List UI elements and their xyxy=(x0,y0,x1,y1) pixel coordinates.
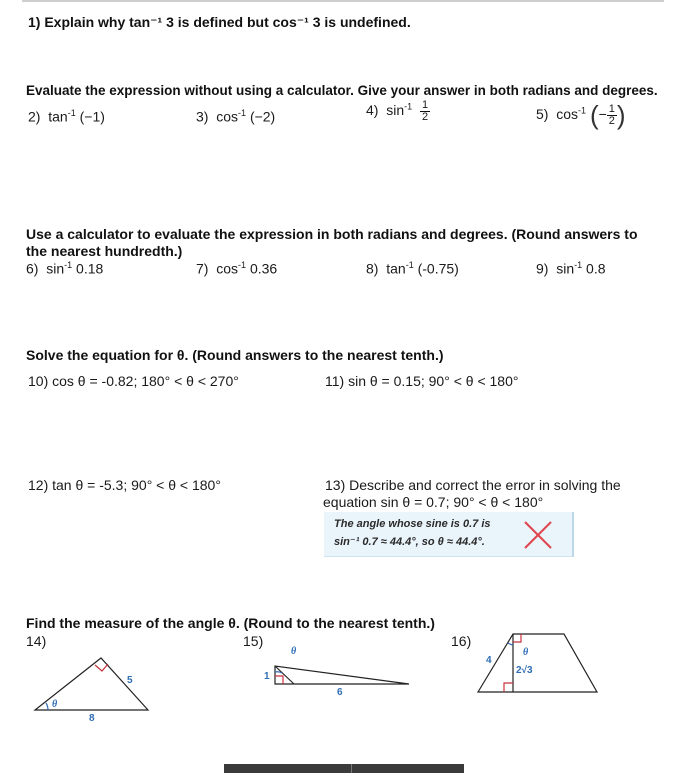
question-8 xyxy=(366,260,459,277)
question-11: 11) sin θ = 0.15; 90° < θ < 180° xyxy=(325,373,519,389)
q6-arg: 0.18 xyxy=(76,260,104,277)
section3-instruction: Solve the equation for θ. (Round answers to the nearest tenth.) xyxy=(26,347,444,363)
q7-number: 7) xyxy=(196,260,209,277)
q3-arg: (−2) xyxy=(249,108,276,125)
q2-number: 2) xyxy=(28,108,41,125)
q5-fraction xyxy=(607,104,617,127)
q16-theta: θ xyxy=(523,647,529,658)
q4-frac-den: 2 xyxy=(421,111,429,123)
q5-func: cos xyxy=(556,106,579,123)
q9-sup: -1 xyxy=(574,260,583,270)
q7-arg: 0.36 xyxy=(249,260,278,277)
question-1: 1) Explain why tan⁻¹ 3 is defined but cos⁻¹ 3 is undefined. xyxy=(28,14,411,30)
q4-fraction xyxy=(420,100,430,123)
q5-frac-num: 1 xyxy=(608,103,615,115)
q5-number: 5) xyxy=(536,106,549,123)
q3-sup: -1 xyxy=(238,108,247,118)
q2-sup: -1 xyxy=(67,108,76,118)
q14-base-label: 8 xyxy=(89,713,95,724)
q14-theta: θ xyxy=(52,699,58,710)
q3-func: cos xyxy=(216,108,239,125)
q9-func: sin xyxy=(556,260,575,277)
error-text-line2: sin⁻¹ 0.7 ≈ 44.4°, so θ ≈ 44.4°. xyxy=(334,536,485,548)
q2-func: tan xyxy=(48,108,68,125)
section1-instruction: Evaluate the expression without using a calculator. Give your answer in both radians and degrees. xyxy=(26,83,658,98)
question-4 xyxy=(366,100,430,123)
q16-number: 16) xyxy=(451,633,472,649)
question-6 xyxy=(26,260,103,277)
bottom-toolbar xyxy=(224,764,464,773)
q6-func: sin xyxy=(46,260,65,277)
error-x-icon xyxy=(522,519,554,551)
error-example-box xyxy=(324,512,574,557)
q6-number: 6) xyxy=(26,260,39,277)
figure-15-triangle xyxy=(260,642,420,698)
q8-arg: (-0.75) xyxy=(417,260,459,277)
question-2 xyxy=(28,108,105,125)
question-3 xyxy=(196,108,275,125)
q9-number: 9) xyxy=(536,260,549,277)
q15-vertical-label: 1 xyxy=(264,671,270,682)
q14-side-label: 5 xyxy=(127,675,133,686)
q15-base-label: 6 xyxy=(337,687,343,698)
q5-sign: − xyxy=(598,106,607,123)
q4-func: sin xyxy=(386,102,405,119)
q6-sup: -1 xyxy=(64,260,73,270)
q15-theta: θ xyxy=(291,646,297,657)
q7-func: cos xyxy=(216,260,239,277)
question-9 xyxy=(536,260,606,277)
question-13-line2: equation sin θ = 0.7; 90° < θ < 180° xyxy=(323,494,544,510)
q4-frac-num: 1 xyxy=(421,99,429,111)
q3-number: 3) xyxy=(196,108,209,125)
q14-number: 14) xyxy=(26,633,47,649)
figure-16-trapezoid xyxy=(476,628,600,696)
q15-number: 15) xyxy=(243,633,264,649)
top-divider xyxy=(22,0,664,2)
q8-func: tan xyxy=(386,260,406,277)
q8-number: 8) xyxy=(366,260,379,277)
question-7 xyxy=(196,260,277,277)
question-12: 12) tan θ = -5.3; 90° < θ < 180° xyxy=(28,477,221,493)
question-13-line1: 13) Describe and correct the error in solving the xyxy=(325,477,621,493)
section2-instruction-line2: the nearest hundredth.) xyxy=(26,243,183,259)
q2-arg: (−1) xyxy=(79,108,105,125)
q7-sup: -1 xyxy=(238,260,247,270)
question-10: 10) cos θ = -0.82; 180° < θ < 270° xyxy=(28,373,239,389)
q16-height-label: 2√3 xyxy=(516,665,533,676)
q9-arg: 0.8 xyxy=(586,260,606,277)
q5-sup: -1 xyxy=(578,105,587,116)
figure-14-triangle xyxy=(30,650,160,725)
section2-instruction-line1: Use a calculator to evaluate the expression in both radians and degrees. (Round answers to xyxy=(26,226,638,242)
error-text-line1: The angle whose sine is 0.7 is xyxy=(334,518,491,530)
q16-slant-label: 4 xyxy=(486,655,492,666)
q4-number: 4) xyxy=(366,102,379,119)
q4-sup: -1 xyxy=(404,101,413,112)
question-5: 5) $\cos^{-1}$ (− $\frac{1}{2}$ ) xyxy=(536,100,626,130)
q5-frac-den: 2 xyxy=(608,115,615,127)
section4-instruction: Find the measure of the angle θ. (Round to the nearest tenth.) xyxy=(26,615,435,631)
q8-sup: -1 xyxy=(405,260,414,270)
